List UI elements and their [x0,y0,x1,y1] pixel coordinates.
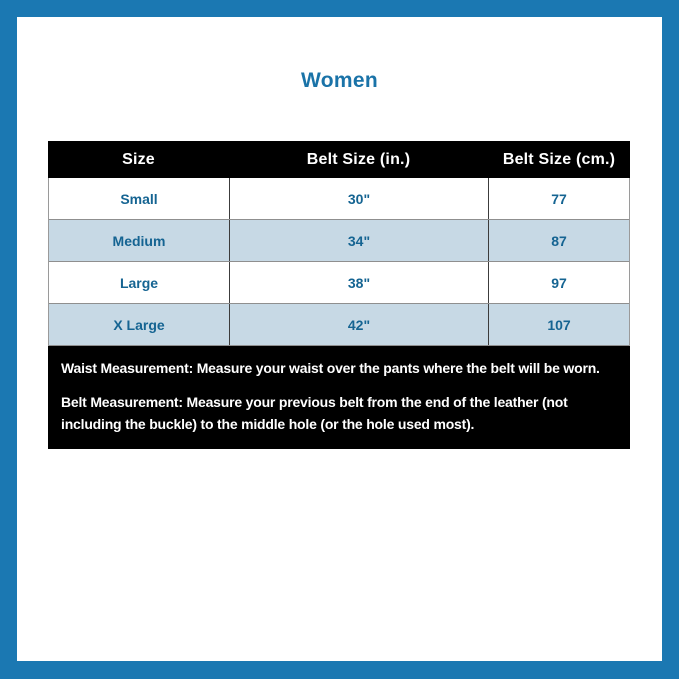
size-chart-table [48,141,630,449]
column-header-belt-size-in: Belt Size (in.) [306,150,411,168]
size-cell: Small [120,190,158,207]
belt-size-cm-cell: 107 [488,304,629,345]
waist-measurement-note: Waist Measurement: Measure your waist over the pants where the belt will be worn. [61,360,600,376]
belt-size-in-cell: 34" [229,220,488,261]
column-header-size: Size [122,150,155,168]
belt-size-cm-cell: 87 [488,220,629,261]
belt-size-in-cell: 42" [229,304,488,345]
table-row-medium [49,220,629,262]
measurement-notes [48,346,630,449]
belt-size-cm-cell: 77 [488,178,629,219]
table-row-large [49,262,629,304]
size-cell: Large [119,274,159,291]
table-header-row [48,141,630,178]
size-cell: X Large [113,316,165,333]
belt-measurement-note: Belt Measurement: Measure your previous belt from the end of the leather (not including the buckle) to the middle hole (or the hole used most). [61,394,568,432]
table-row-x-large [49,304,629,346]
column-header-belt-size-cm: Belt Size (cm.) [502,150,616,168]
table-body [48,178,630,346]
table-row-small [49,178,629,220]
page-title: Women [301,69,378,92]
content-area [17,17,662,661]
size-cell: Medium [112,232,166,249]
belt-size-in-cell: 30" [229,178,488,219]
belt-size-cm-cell: 97 [488,262,629,303]
belt-size-in-cell: 38" [229,262,488,303]
